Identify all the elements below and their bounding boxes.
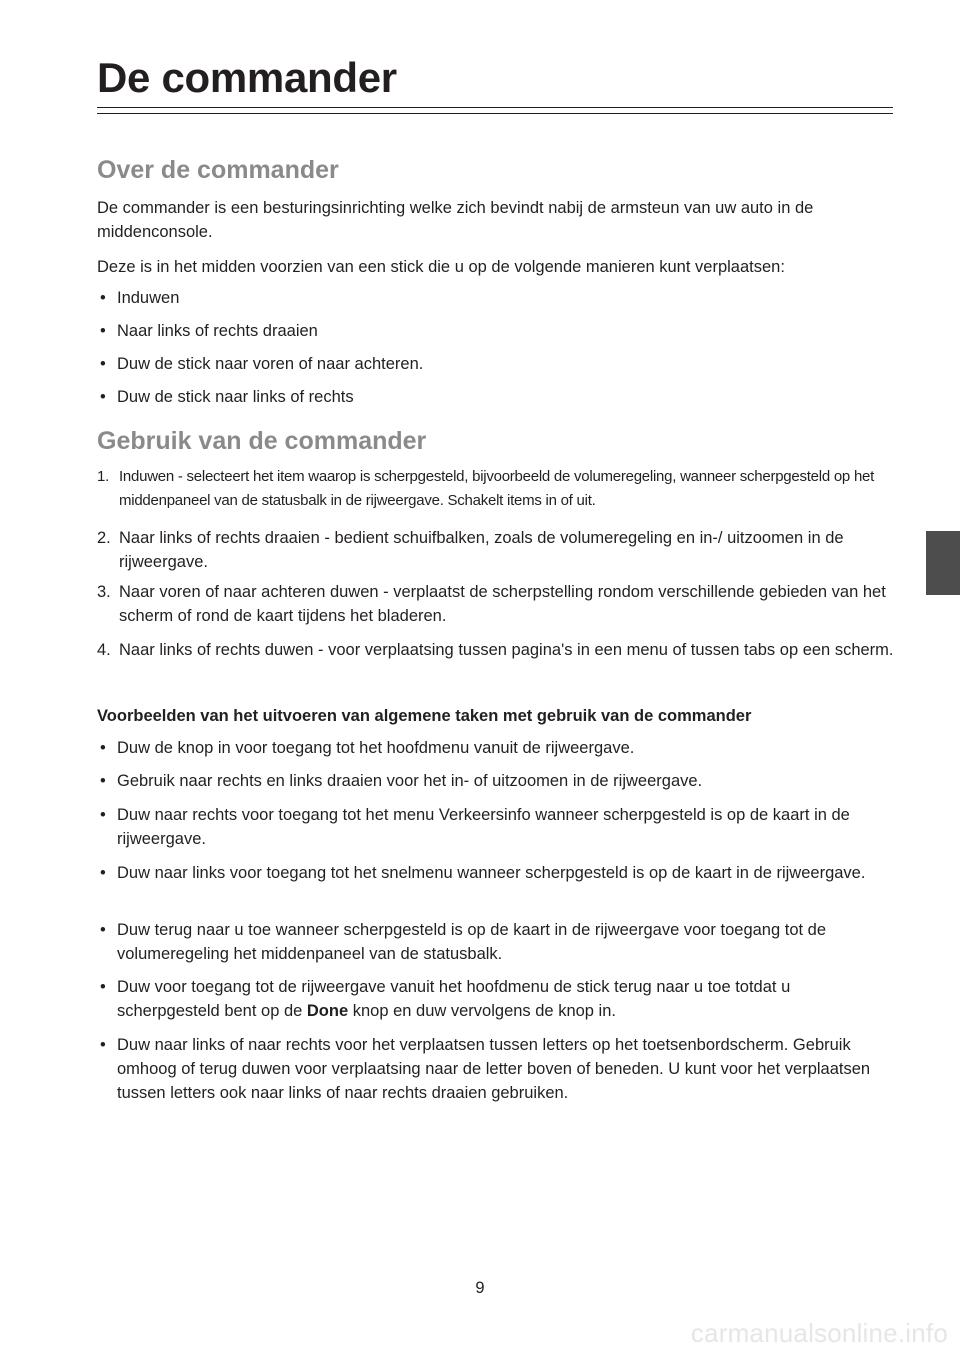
title-rule-top [97, 107, 893, 108]
numbered-item-marker: 3. [97, 583, 111, 601]
bullet-mark: • [100, 388, 106, 406]
bullet-mark: • [100, 978, 106, 996]
list-item [97, 319, 897, 343]
page-number: 9 [475, 1279, 485, 1297]
numbered-item [97, 465, 897, 513]
page-title: De commander [97, 54, 397, 101]
bullet-mark: • [100, 772, 106, 790]
list-item [97, 385, 897, 409]
section-heading-over: Over de commander [97, 156, 339, 184]
list-item [97, 861, 897, 885]
list-item-text: Naar links of rechts draaien [117, 322, 318, 340]
list-item-text: Duw naar links of naar rechts voor het verplaatsen tussen letters op het toetsenbordscherm. Gebruik omhoog of terug duwen voor verplaatsing naar de letter boven of beneden. U kunt voor het verplaatsen tussen letters ook naar links of naar rechts draaien gebruiken. [117, 1036, 871, 1102]
numbered-item [97, 638, 897, 662]
list-item-text: Duw naar rechts voor toegang tot het menu Verkeersinfo wanneer scherpgesteld is op de kaart in de rijweergave. [117, 806, 850, 848]
numbered-item [97, 580, 897, 628]
watermark: carmanualsonline.info [690, 1318, 948, 1348]
bullet-mark: • [100, 322, 106, 340]
list-item-text: Duw de stick naar voren of naar achteren. [117, 355, 424, 373]
bullet-mark: • [100, 1036, 106, 1054]
numbered-item-text: Naar voren of naar achteren duwen - verplaatst de scherpstelling rondom verschillende gebieden van het scherm of rond de kaart tijdens het bladeren. [119, 583, 886, 625]
list-item [97, 286, 897, 310]
list-item [97, 975, 897, 1023]
list-item [97, 918, 897, 966]
list-item-text: Duw de stick naar links of rechts [117, 388, 354, 406]
stick-paragraph: Deze is in het midden voorzien van een stick die u op de volgende manieren kunt verplaatsen: [97, 258, 785, 276]
list-item-text: Duw de knop in voor toegang tot het hoofdmenu vanuit de rijweergave. [117, 739, 635, 757]
done-button-label: Done [306, 1002, 349, 1020]
numbered-item-text: Naar links of rechts draaien - bedient schuifbalken, zoals de volumeregeling en in-/ uitzoomen in de rijweergave. [119, 529, 844, 571]
list-item-text [117, 975, 897, 1023]
chapter-tab-marker [926, 531, 960, 595]
done-text-after: knop en duw vervolgens de knop in. [348, 1002, 616, 1020]
list-item [97, 769, 897, 793]
list-item-text: Duw naar links voor toegang tot het snelmenu wanneer scherpgesteld is op de kaart in de rijweergave. [117, 864, 866, 882]
examples-heading: Voorbeelden van het uitvoeren van algemene taken met gebruik van de commander [97, 707, 752, 725]
numbered-item [97, 526, 897, 574]
list-item-text: Gebruik naar rechts en links draaien voor het in- of uitzoomen in de rijweergave. [117, 772, 703, 790]
numbered-item-marker: 1. [97, 468, 110, 485]
bullet-mark: • [100, 355, 106, 373]
list-item [97, 736, 897, 760]
section-heading-gebruik: Gebruik van de commander [97, 427, 427, 455]
bullet-mark: • [100, 864, 106, 882]
intro-paragraph: De commander is een besturingsinrichting welke zich bevindt nabij de armsteun van uw auto in de middenconsole. [97, 199, 814, 241]
list-item-text: Induwen [117, 289, 180, 307]
list-item [97, 352, 897, 376]
list-item [97, 803, 897, 851]
numbered-item-marker: 2. [97, 529, 111, 547]
numbered-item-text: Induwen - selecteert het item waarop is scherpgesteld, bijvoorbeeld de volumeregeling, wanneer scherpgesteld op het middenpaneel van de statusbalk in de rijweergave. Schakelt items in of uit. [119, 468, 875, 509]
bullet-mark: • [100, 289, 106, 307]
title-rule-bottom [97, 113, 893, 114]
numbered-item-marker: 4. [97, 641, 111, 659]
numbered-item-text: Naar links of rechts duwen - voor verplaatsing tussen pagina's in een menu of tussen tabs op een scherm. [119, 641, 894, 659]
bullet-mark: • [100, 739, 106, 757]
bullet-mark: • [100, 806, 106, 824]
done-text-before: Duw voor toegang tot de rijweergave vanuit het hoofdmenu de stick terug naar u toe totdat u scherpgesteld bent op de [117, 978, 791, 1020]
list-item-text: Duw terug naar u toe wanneer scherpgesteld is op de kaart in de rijweergave voor toegang tot de volumeregeling het middenpaneel van de statusbalk. [117, 921, 827, 963]
list-item [97, 1033, 897, 1105]
bullet-mark: • [100, 921, 106, 939]
